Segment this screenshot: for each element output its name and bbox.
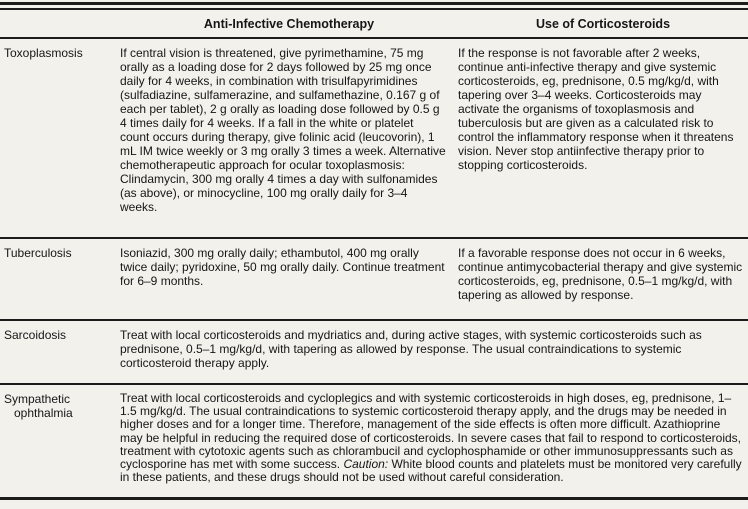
- cell-tuberculosis-corticosteroids: If a favorable response does not occur in 6 weeks, continue antimycobacterial therapy and give systemic corticosteroids, eg, prednisone, 0.5–1 mg/kg/d, with tapering as allowed by response.: [458, 246, 743, 302]
- column-header-corticosteroids: Use of Corticosteroids: [535, 17, 671, 31]
- sympathetic-text-before-caution: Treat with local corticosteroids and cycloplegics and with systemic corticosteroids in high doses, eg, prednisone, 1–1.5 mg/kg/d. The usual contraindications to systemic corticosteroid therapy apply, and the drugs may be needed in higher doses and for a longer time. Therefore, management of the side effects is often more difficult. Azathioprine may be helpful in reducing the required dose of corticosteroids. In severe cases that fail to respond to corticosteroids, treatment with cytotoxic agents such as chlorambucil and cyclophosphamide or other immunosuppressants such as cyclosporine has met with some success.: [120, 391, 741, 472]
- row-label-sarcoidosis: Sarcoidosis: [4, 328, 67, 342]
- caution-label: Caution:: [343, 457, 389, 472]
- header-label-spacer: [0, 10, 120, 37]
- cell-toxoplasmosis-anti-infective: If central vision is threatened, give pyrimethamine, 75 mg orally as a loading dose for 2 days followed by 25 mg once daily for 4 weeks, in combination with trisulfapyrimidines (sulfadiazine, sulfamerazine, and sulfamethazine, 0.167 g of each per tablet), 2 g orally as loading dose followed by 0.5 g 4 times daily for 4 weeks. If a fall in the white or platelet count occurs during therapy, give folinic acid (leucovorin), 1 mL IM twice weekly or 3 mg orally 3 times a week. Alternative chemotherapeutic approach for ocular toxoplasmosis: Clindamycin, 300 mg orally 4 times a day with sulfonamides (as above), or minocycline, 100 mg orally daily for 3–4 weeks.: [120, 46, 446, 214]
- row-label-toxoplasmosis: Toxoplasmosis: [4, 46, 83, 60]
- column-header-anti-infective: Anti-Infective Chemotherapy: [203, 17, 375, 31]
- cell-sympathetic-combined: [120, 385, 748, 497]
- table-row-sympathetic-ophthalmia: [0, 385, 748, 497]
- cell-toxoplasmosis-corticosteroids: If the response is not favorable after 2 weeks, continue anti-infective therapy and give systemic corticosteroids, eg, prednisone, 0.5 mg/kg/d, with tapering over 3–4 weeks. Corticosteroids may activate the organisms of toxoplasmosis and tuberculosis but are given as a calculated risk to control the inflammatory response when it threatens vision. Never stop antiinfective therapy prior to stopping corticosteroids.: [458, 46, 734, 172]
- table-row-sarcoidosis: [0, 321, 748, 383]
- sympathetic-text-after-caution: White blood counts and platelets must be monitored very carefully in these patients, and these drugs should not be used without careful consideration.: [120, 457, 742, 485]
- scanned-table-page: [0, 2, 748, 509]
- cell-tuberculosis-anti-infective: Isoniazid, 300 mg orally daily; ethambutol, 400 mg orally twice daily; pyridoxine, 50 mg orally daily. Continue treatment for 6–9 months.: [120, 246, 445, 288]
- cell-sarcoidosis-combined: Treat with local corticosteroids and mydriatics and, during active stages, with systemic corticosteroids such as prednisone, 0.5–1 mg/kg/d, with tapering as allowed by response. The usual contraindications to systemic corticosteroid therapy apply.: [120, 328, 702, 370]
- row-label-tuberculosis: Tuberculosis: [4, 246, 72, 260]
- table-header-row: [0, 10, 748, 37]
- table-row-toxoplasmosis: [0, 39, 748, 237]
- bottom-rule: [0, 497, 748, 500]
- top-rule-outer: [0, 2, 748, 5]
- row-label-sympathetic-ophthalmia: Sympathetic ophthalmia: [4, 392, 73, 420]
- table-row-tuberculosis: [0, 239, 748, 319]
